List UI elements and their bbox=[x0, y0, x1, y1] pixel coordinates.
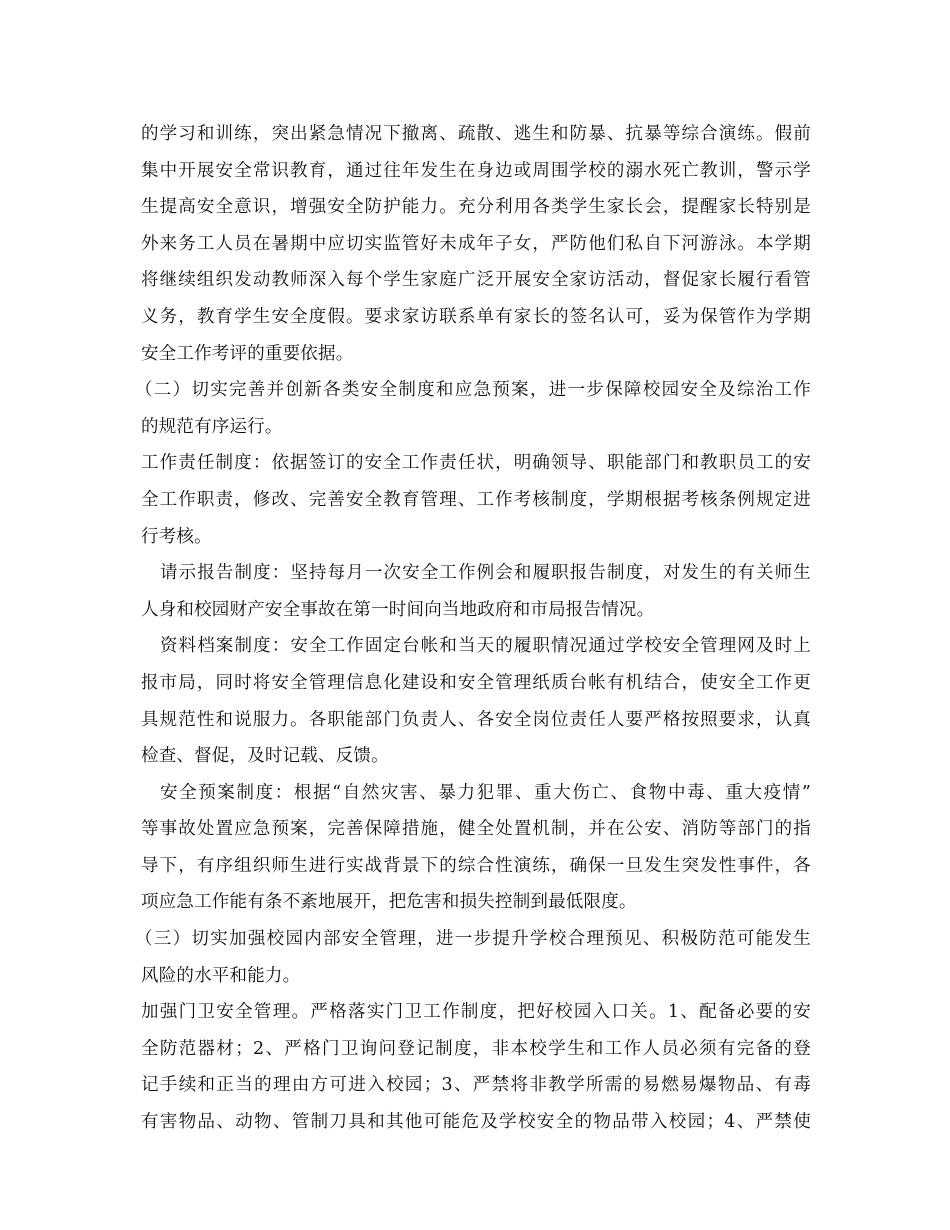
text-line: 等事故处置应急预案，完善保障措施，健全处置机制，并在公安、消防等部门的指 bbox=[141, 819, 811, 840]
text-line: 资料档案制度：安全工作固定台帐和当天的履职情况通过学校安全管理网及时上 bbox=[160, 636, 811, 657]
text-line: 集中开展安全常识教育，通过往年发生在身边或周围学校的溺水死亡教训，警示学 bbox=[141, 160, 811, 181]
text-line: 外来务工人员在暑期中应切实监管好未成年子女，严防他们私自下河游泳。本学期 bbox=[141, 233, 811, 254]
document-body bbox=[135, 116, 811, 1141]
text-line: 请示报告制度：坚持每月一次安全工作例会和履职报告制度，对发生的有关师生 bbox=[160, 563, 811, 584]
text-line: 将继续组织发动教师深入每个学生家庭广泛开展安全家访活动，督促家长履行看管 bbox=[141, 270, 811, 291]
text-line: 义务，教育学生安全度假。要求家访联系单有家长的签名认可，妥为保管作为学期 bbox=[141, 306, 811, 327]
text-line: 项应急工作能有条不紊地展开，把危害和损失控制到最低限度。 bbox=[141, 892, 637, 913]
section-heading-line: （二）切实完善并创新各类安全制度和应急预案，进一步保障校园安全及综治工作 bbox=[135, 380, 811, 401]
text-line: 人身和校园财产安全事故在第一时间向当地政府和市局报告情况。 bbox=[141, 599, 655, 620]
text-line: 生提高安全意识，增强安全防护能力。充分利用各类学生家长会，提醒家长特别是 bbox=[141, 197, 811, 218]
section-heading-line: （三）切实加强校园内部安全管理，进一步提升学校合理预见、积极防范可能发生 bbox=[135, 929, 811, 950]
text-line: 的学习和训练，突出紧急情况下撤离、疏散、逃生和防暴、抗暴等综合演练。假前 bbox=[141, 124, 811, 144]
text-line: 检查、督促，及时记载、反馈。 bbox=[141, 746, 389, 767]
text-line: 记手续和正当的理由方可进入校园；3、严禁将非教学所需的易燃易爆物品、有毒 bbox=[141, 1075, 811, 1096]
text-line: 加强门卫安全管理。严格落实门卫工作制度，把好校园入口关。1、配备必要的安 bbox=[141, 1002, 811, 1023]
text-line: 行考核。 bbox=[141, 526, 212, 547]
text-line: 报市局，同时将安全管理信息化建设和安全管理纸质台帐有机结合，使安全工作更 bbox=[141, 672, 811, 693]
text-line: 安全预案制度：根据“自然灾害、暴力犯罪、重大伤亡、食物中毒、重大疫情” bbox=[160, 782, 811, 803]
text-line: 全工作职责，修改、完善安全教育管理、工作考核制度，学期根据考核条例规定进 bbox=[141, 489, 811, 510]
text-line: 工作责任制度：依据签订的安全工作责任状，明确领导、职能部门和教职员工的安 bbox=[141, 453, 811, 474]
text-line: 安全工作考评的重要依据。 bbox=[141, 343, 354, 364]
section-heading-line: 的规范有序运行。 bbox=[141, 416, 283, 437]
text-line: 具规范性和说服力。各职能部门负责人、各安全岗位责任人要严格按照要求，认真 bbox=[141, 709, 811, 730]
text-line: 全防范器材；2、严格门卫询问登记制度，非本校学生和工作人员必须有完备的登 bbox=[141, 1038, 811, 1059]
text-line: 有害物品、动物、管制刀具和其他可能危及学校安全的物品带入校园；4、严禁使 bbox=[141, 1112, 811, 1133]
text-line: 导下，有序组织师生进行实战背景下的综合性演练，确保一旦发生突发性事件，各 bbox=[141, 855, 811, 876]
section-heading-line: 风险的水平和能力。 bbox=[141, 965, 301, 986]
